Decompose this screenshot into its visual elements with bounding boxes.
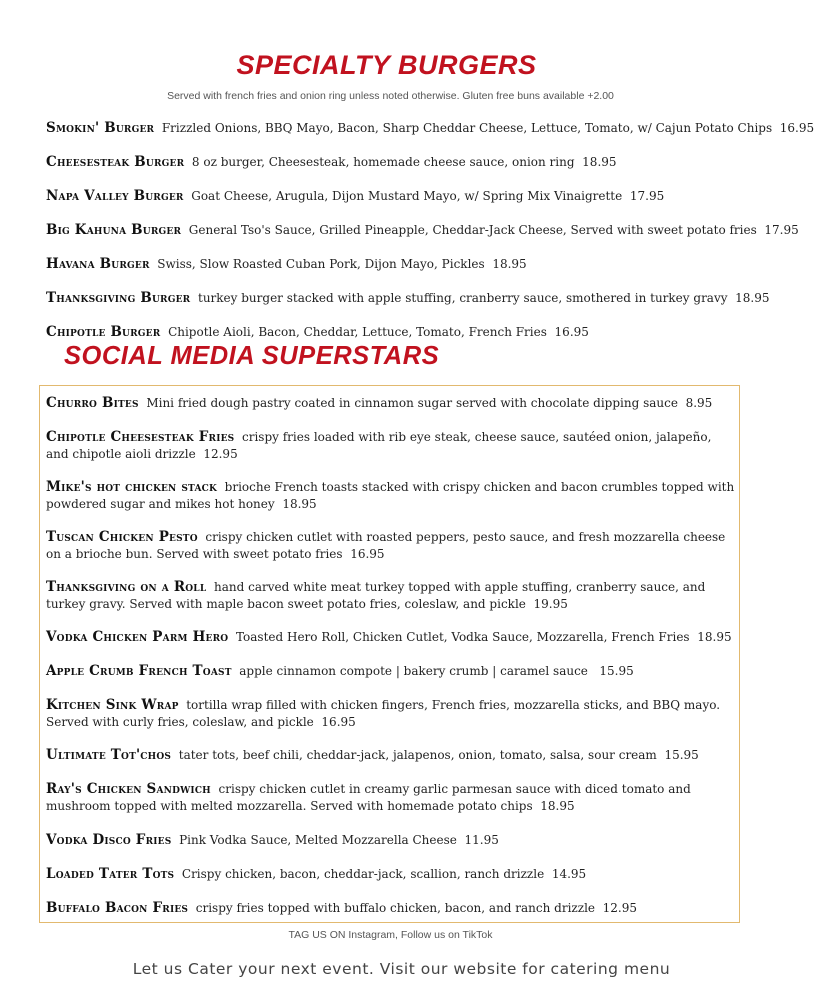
social-tag-line: TAG US ON Instagram, Follow us on TikTok [288,929,493,941]
item-name: Buffalo Bacon Fries [46,900,189,916]
item-description: apple cinnamon compote | bakery crumb | caramel sauce [239,664,592,678]
item-price: 11.95 [464,833,499,847]
item-description: crispy fries loaded with rib eye steak, cheese sauce, sautéed onion, jalapeño, and chipotle aioli drizzle [46,430,712,461]
item-price: 18.95 [492,257,527,271]
item-name: Kitchen Sink Wrap [46,697,179,713]
item-description: 8 oz burger, Cheesesteak, homemade cheese sauce, onion ring [191,155,575,169]
catering-line: Let us Cater your next event. Visit our website for catering menu [132,960,671,978]
item-description: Mini fried dough pastry coated in cinnamon sugar served with chocolate dipping sauce [146,396,678,410]
menu-item-vodka-disco-fries [46,832,736,849]
item-name: Apple Crumb French Toast [46,663,232,679]
menu-item-loaded-tater-tots [46,866,736,883]
item-price: 18.95 [540,799,575,813]
item-name: Vodka Chicken Parm Hero [46,629,229,645]
menu-item-ultimate-totchos [46,747,736,764]
item-price: 18.95 [735,291,770,305]
item-description: hand carved white meat turkey topped with apple stuffing, cranberry sauce, and turkey gravy. Served with maple bacon sweet potato fries, coleslaw, and pickle [46,580,706,611]
menu-item-buffalo-bacon-fries [46,900,736,917]
item-description: Pink Vodka Sauce, Melted Mozzarella Cheese [179,833,457,847]
item-name: Havana Burger [46,256,150,272]
item-name: Churro Bites [46,395,139,411]
menu-item-thanksgiving-on-a-roll [46,579,736,613]
specialty-burgers-title: SPECIALTY BURGERS [236,50,537,80]
item-description: Crispy chicken, bacon, cheddar-jack, scallion, ranch drizzle [181,867,545,881]
item-price: 17.95 [629,189,665,203]
item-description: Swiss, Slow Roasted Cuban Pork, Dijon Mayo, Pickles [157,257,485,271]
item-name: Smokin' Burger [46,120,155,136]
menu-item-thanksgiving-burger [46,290,770,307]
item-description: crispy chicken cutlet in creamy garlic parmesan sauce with diced tomato and mushroom topped with melted mozzarella. Served with homemade potato chips [46,782,691,813]
item-description: crispy fries topped with buffalo chicken, bacon, and ranch drizzle [195,901,596,915]
menu-item-napa-valley-burger [46,188,664,205]
item-price: 18.95 [697,630,732,644]
item-description: General Tso's Sauce, Grilled Pineapple, Cheddar-Jack Cheese, Served with sweet potato fries [188,223,757,237]
item-name: Napa Valley Burger [46,188,184,204]
item-description: Frizzled Onions, BBQ Mayo, Bacon, Sharp Cheddar Cheese, Lettuce, Tomato, w/ Cajun Potato Chips [161,121,773,135]
item-name: Thanksgiving Burger [46,290,191,306]
item-name: Tuscan Chicken Pesto [46,529,198,545]
menu-item-churro-bites [46,395,736,412]
item-description: crispy chicken cutlet with roasted peppers, pesto sauce, and fresh mozzarella cheese on a brioche bun. Served with sweet potato fries [46,530,726,561]
menu-item-vodka-chicken-parm-hero [46,629,736,646]
item-price: 17.95 [764,223,799,237]
item-name: Big Kahuna Burger [46,222,182,238]
item-price: 14.95 [551,867,587,881]
item-price: 16.95 [321,715,356,729]
item-price: 16.95 [350,547,385,561]
item-name: Chipotle Cheesesteak Fries [46,429,235,445]
item-name: Ultimate Tot'chos [46,747,172,763]
menu-item-havana-burger [46,256,527,273]
menu-item-rays-chicken-sandwich [46,781,736,815]
item-price: 16.95 [779,121,814,135]
item-price: 15.95 [664,748,699,762]
menu-item-cheesesteak-burger [46,154,617,171]
item-description: Toasted Hero Roll, Chicken Cutlet, Vodka Sauce, Mozzarella, French Fries [235,630,690,644]
item-name: Chipotle Burger [46,324,161,340]
menu-item-apple-crumb-french-toast [46,663,736,680]
menu-item-mikes-hot-chicken-stack [46,479,736,513]
item-price: 19.95 [533,597,568,611]
item-name: Cheesesteak Burger [46,154,185,170]
item-name: Mike's hot chicken stack [46,479,218,495]
menu-item-chipotle-cheesesteak-fries [46,429,736,463]
item-price: 15.95 [599,664,634,678]
item-description: tater tots, beef chili, cheddar-jack, jalapenos, onion, tomato, salsa, sour cream [178,748,657,762]
menu-item-big-kahuna-burger [46,222,799,239]
item-price: 12.95 [602,901,638,915]
item-price: 16.95 [554,325,589,339]
social-media-superstars-title: SOCIAL MEDIA SUPERSTARS [64,342,440,370]
item-description: Goat Cheese, Arugula, Dijon Mustard Mayo, w/ Spring Mix Vinaigrette [191,189,623,203]
item-price: 18.95 [582,155,617,169]
item-name: Loaded Tater Tots [46,866,175,882]
item-price: 12.95 [203,447,238,461]
item-description: Chipotle Aioli, Bacon, Cheddar, Lettuce, Tomato, French Fries [168,325,547,339]
menu-item-tuscan-chicken-pesto [46,529,736,563]
item-name: Vodka Disco Fries [46,832,172,848]
item-description: tortilla wrap filled with chicken fingers, French fries, mozzarella sticks, and BBQ mayo. Served with curly fries, coleslaw, and pickle [46,698,721,729]
item-description: turkey burger stacked with apple stuffing, cranberry sauce, smothered in turkey gravy [198,291,728,305]
item-description: brioche French toasts stacked with crispy chicken and bacon crumbles topped with powdered sugar and mikes hot honey [46,480,735,511]
menu-item-kitchen-sink-wrap [46,697,736,731]
menu-item-chipotle-burger [46,324,589,341]
item-name: Ray's Chicken Sandwich [46,781,211,797]
item-name: Thanksgiving on a Roll [46,579,207,595]
item-price: 8.95 [685,396,713,410]
menu-item-smokin-burger [46,120,814,137]
burgers-subtitle: Served with french fries and onion ring unless noted otherwise. Gluten free buns available +2.00 [167,90,614,102]
item-price: 18.95 [282,497,317,511]
